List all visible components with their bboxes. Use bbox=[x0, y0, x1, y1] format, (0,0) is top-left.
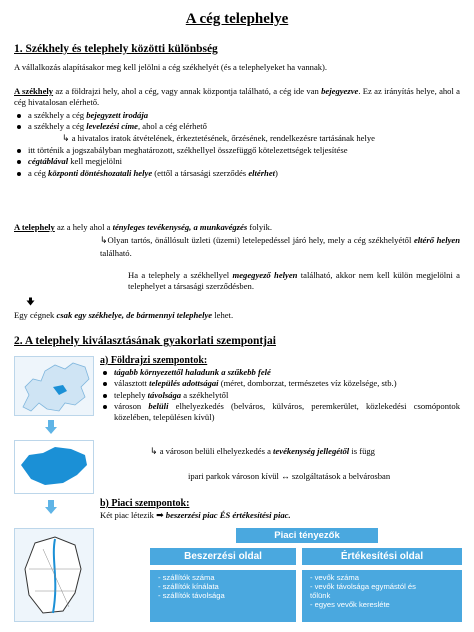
table-header: Piaci tényezők bbox=[236, 528, 378, 543]
list-item: - vevők száma bbox=[310, 573, 359, 582]
szekhely-definition: A székhely az a földrajzi hely, ahol a cég, vagy annak központja található, a cég ide van bejegyezve. Ez az irányítás helye, ahol a cég hivatalosan elérhető. bbox=[14, 86, 460, 108]
sales-factors bbox=[302, 570, 462, 622]
szekhely-term: A székhely bbox=[14, 86, 54, 96]
purchasing-side-header: Beszerzési oldal bbox=[150, 548, 296, 565]
market-intro: Két piac létezik ➡ beszerzési piac ÉS értékesítési piac. bbox=[100, 510, 291, 521]
szekhely-bullets bbox=[14, 110, 464, 133]
section2-heading: 2. A telephely kiválasztásának gyakorlati szempontjai bbox=[14, 335, 276, 347]
list-item: - szállítók távolsága bbox=[158, 591, 225, 601]
telephely-term: A telephely bbox=[14, 222, 55, 232]
telephely-arrow-line: ↳Olyan tartós, önállósult üzleti (üzemi) letelepedéssel járó hely, mely a cég székhelyétől eltérő helyen található. bbox=[100, 235, 460, 258]
section1-conclusion: Egy cégnek csak egy székhelye, de bármennyi telephelye lehet. bbox=[14, 310, 234, 320]
list-item: telephely távolsága a székhelytől bbox=[100, 390, 460, 401]
list-item: tágabb környezettől haladunk a szűkebb felé bbox=[100, 367, 460, 378]
hungary-map-image bbox=[14, 440, 94, 494]
arrow-right-icon: ↳ bbox=[62, 134, 70, 144]
purchasing-factors bbox=[150, 570, 296, 622]
list-item: a székhely a cég levelezési címe, ahol a cég elérhető bbox=[14, 121, 464, 132]
arrow-right-icon: ↳ bbox=[150, 447, 158, 457]
list-item: - szállítók száma bbox=[158, 573, 215, 582]
geographic-heading: a) Földrajzi szempontok: bbox=[100, 355, 208, 366]
europe-map-image bbox=[14, 356, 94, 416]
arrow-right-icon: ↳ bbox=[100, 236, 108, 246]
list-item: - egyes vevők keresléte bbox=[310, 600, 390, 610]
arrow-down-icon bbox=[26, 297, 35, 309]
location-comparison: ipari parkok városon kívül ↔ szolgáltatások a belvárosban bbox=[188, 471, 391, 481]
szekhely-bullets-2 bbox=[14, 145, 470, 179]
list-item: városon belüli elhelyezkedés (belváros, külváros, peremkerület, közlekedési csomópontok közelében, településen kívül) bbox=[100, 401, 460, 424]
list-item: a cég központi döntéshozatali helye (ettől a társasági szerződés eltérhet) bbox=[14, 168, 470, 179]
market-heading: b) Piaci szempontok: bbox=[100, 498, 190, 509]
arrow-right-icon: ➡ bbox=[156, 511, 164, 521]
arrow-down-icon bbox=[44, 420, 58, 437]
list-item: választott település adottságai (méret, domborzat, természetes víz közelsége, stb.) bbox=[100, 378, 460, 389]
list-item: cégtáblával kell megjelölni bbox=[14, 156, 470, 167]
budapest-map-image bbox=[14, 528, 94, 622]
sales-side-header: Értékesítési oldal bbox=[302, 548, 462, 565]
geographic-bullets bbox=[100, 367, 460, 424]
arrow-down-icon bbox=[44, 500, 58, 517]
list-item: - vevők távolsága egymástól és tőlünk bbox=[310, 582, 416, 601]
list-item: - szállítók kínálata bbox=[158, 582, 219, 592]
page-title: A cég telephelye bbox=[185, 11, 289, 27]
telephely-note: Ha a telephely a székhellyel megegyező helyen található, akkor nem kell külön megjelölni a telephelyet a társasági szerződésben. bbox=[128, 270, 461, 292]
list-item: itt történik a jogszabályban meghatározott, székhellyel összefüggő kötelezettségek teljesítése bbox=[14, 145, 470, 156]
telephely-definition: A telephely az a hely ahol a tényleges tevékenység, a munkavégzés folyik. bbox=[14, 222, 273, 232]
market-factors-table bbox=[150, 528, 462, 624]
section1-intro: A vállalkozás alapításakor meg kell jelölni a cég székhelyét (és a telephelyeket ha vannak). bbox=[14, 62, 328, 72]
section1-heading: 1. Székhely és telephely közötti különbség bbox=[14, 43, 218, 55]
szekhely-arrow-line: ↳ a hivatalos iratok átvételének, érkeztetésének, őrzésének, rendelkezésre tartásának helye bbox=[62, 133, 375, 144]
list-item: a székhely a cég bejegyzett irodája bbox=[14, 110, 464, 121]
geographic-arrow-line: ↳ a városon belüli elhelyezkedés a tevékenység jellegétől is függ bbox=[150, 446, 375, 457]
